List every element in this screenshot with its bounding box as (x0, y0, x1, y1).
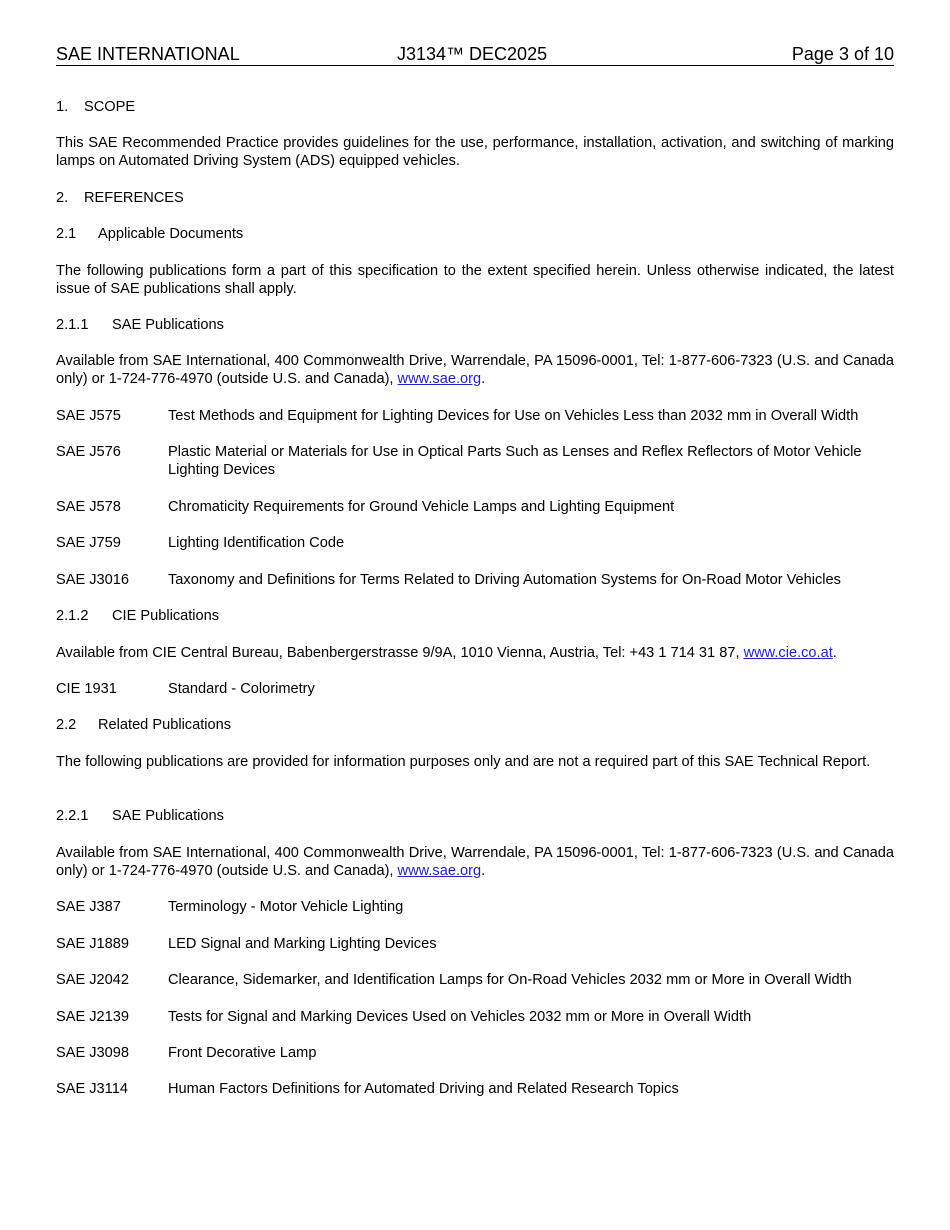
section-number: 2.1.2 (56, 608, 89, 624)
section-number: 2. (56, 190, 69, 206)
section-1-heading (56, 98, 894, 116)
sae-availability-paragraph (56, 352, 894, 388)
reference-code: SAE J2042 (56, 972, 130, 988)
applicable-documents-paragraph: The following publications form a part of this specification to the extent specified herein. Unless otherwise indicated, the latest issue of SAE publications shall apply. (56, 263, 894, 297)
section-title: Related Publications (98, 717, 232, 733)
reference-title: Front Decorative Lamp (168, 1045, 317, 1061)
section-title: REFERENCES (84, 190, 184, 206)
section-title: Applicable Documents (98, 226, 244, 242)
header-page-number: Page 3 of 10 (791, 44, 894, 64)
availability-end: . (481, 371, 486, 387)
section-2-heading (56, 189, 894, 207)
reference-title: Test Methods and Equipment for Lighting Devices for Use on Vehicles Less than 2032 mm in Overall Width (168, 408, 859, 424)
reference-item (56, 971, 894, 989)
section-title: SCOPE (84, 99, 136, 115)
reference-code: SAE J759 (56, 535, 121, 551)
reference-title: LED Signal and Marking Lighting Devices (168, 936, 437, 952)
reference-code: SAE J576 (56, 444, 121, 460)
page-header (56, 44, 894, 66)
reference-item (56, 1044, 894, 1062)
reference-title: Standard - Colorimetry (168, 681, 315, 697)
reference-code: SAE J387 (56, 899, 121, 915)
availability-end: . (481, 863, 486, 879)
reference-title: Taxonomy and Definitions for Terms Related to Driving Automation Systems for On-Road Motor Vehicles (168, 572, 841, 588)
header-doc-id: J3134™ DEC2025 (397, 44, 548, 64)
cie-website-link[interactable]: www.cie.co.at (743, 645, 833, 661)
section-title: CIE Publications (112, 608, 220, 624)
availability-text: Available from SAE International, 400 Commonwealth Drive, Warrendale, PA 15096-0001, Tel: 1-877-606-7323 (U.S. and Canada only) or 1-724-776-4970 (outside U.S. and Canada), (56, 845, 894, 879)
section-2-1-heading (56, 225, 894, 243)
reference-code: SAE J578 (56, 499, 121, 515)
section-2-2-1-heading (56, 807, 894, 825)
reference-item (56, 534, 894, 552)
reference-item (56, 571, 894, 589)
reference-title: Clearance, Sidemarker, and Identification Lamps for On-Road Vehicles 2032 mm or More in Overall Width (168, 972, 852, 988)
sae-website-link[interactable]: www.sae.org (397, 371, 482, 387)
reference-code: SAE J575 (56, 408, 121, 424)
section-number: 2.1.1 (56, 317, 89, 333)
reference-item (56, 1008, 894, 1026)
availability-text: Available from CIE Central Bureau, Babenbergerstrasse 9/9A, 1010 Vienna, Austria, Tel: +43 1 714 31 87, (56, 645, 744, 661)
reference-title: Lighting Identification Code (168, 535, 345, 551)
reference-item (56, 1080, 894, 1098)
sae-website-link[interactable]: www.sae.org (397, 863, 482, 879)
reference-item (56, 407, 894, 425)
reference-title: Plastic Material or Materials for Use in Optical Parts Such as Lenses and Reflex Reflectors of Motor Vehicle Lighting Devices (168, 444, 862, 478)
section-2-1-2-heading (56, 607, 894, 625)
reference-code: SAE J1889 (56, 936, 130, 952)
reference-code: SAE J3016 (56, 572, 130, 588)
section-number: 1. (56, 99, 69, 115)
reference-item (56, 898, 894, 916)
section-2-2-heading (56, 716, 894, 734)
cie-availability-paragraph (56, 644, 894, 662)
availability-end: . (832, 645, 837, 661)
reference-item (56, 443, 894, 479)
reference-title: Chromaticity Requirements for Ground Vehicle Lamps and Lighting Equipment (168, 499, 675, 515)
section-number: 2.2 (56, 717, 77, 733)
section-number: 2.1 (56, 226, 77, 242)
header-org: SAE INTERNATIONAL (56, 44, 240, 64)
section-2-1-1-heading (56, 316, 894, 334)
reference-title: Terminology - Motor Vehicle Lighting (168, 899, 404, 915)
reference-code: CIE 1931 (56, 681, 117, 697)
section-title: SAE Publications (112, 317, 224, 333)
scope-paragraph: This SAE Recommended Practice provides guidelines for the use, performance, installation, activation, and switching of marking lamps on Automated Driving System (ADS) equipped vehicles. (56, 135, 894, 169)
section-number: 2.2.1 (56, 808, 89, 824)
availability-text: Available from SAE International, 400 Commonwealth Drive, Warrendale, PA 15096-0001, Tel: 1-877-606-7323 (U.S. and Canada only) or 1-724-776-4970 (outside U.S. and Canada), (56, 353, 894, 387)
reference-title: Human Factors Definitions for Automated Driving and Related Research Topics (168, 1081, 679, 1097)
reference-code: SAE J3114 (56, 1081, 128, 1097)
section-title: SAE Publications (112, 808, 224, 824)
reference-title: Tests for Signal and Marking Devices Used on Vehicles 2032 mm or More in Overall Width (168, 1009, 752, 1025)
related-publications-paragraph: The following publications are provided for information purposes only and are not a required part of this SAE Technical Report. (56, 754, 871, 770)
reference-item (56, 680, 894, 698)
reference-code: SAE J2139 (56, 1009, 130, 1025)
reference-item (56, 498, 894, 516)
sae-availability-paragraph-2 (56, 844, 894, 880)
reference-item (56, 935, 894, 953)
reference-code: SAE J3098 (56, 1045, 130, 1061)
